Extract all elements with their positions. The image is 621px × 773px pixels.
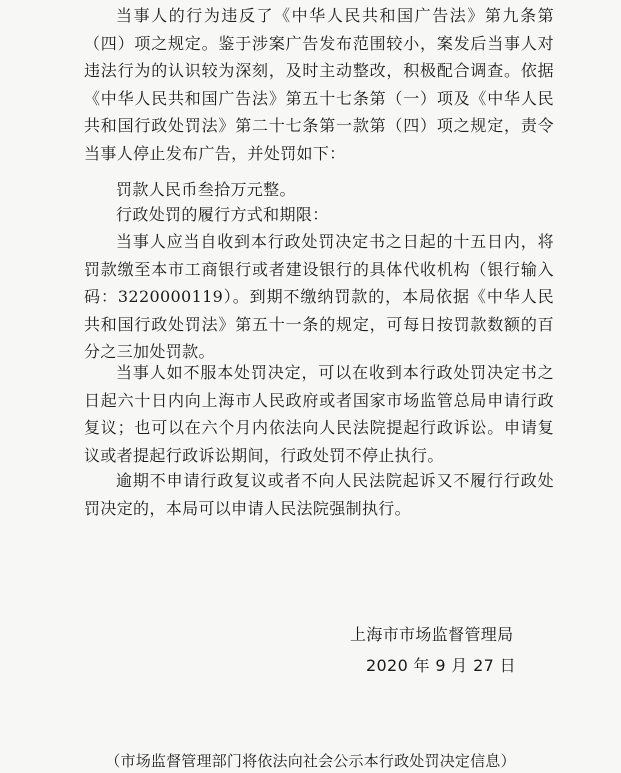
paragraph-penalty-amount: 罚款人民币叁拾万元整。	[116, 180, 296, 199]
paragraph-appeal-rights: 当事人如不服本处罚决定，可以在收到本行政处罚决定书之日起六十日内向上海市人民政府或者国家市场监管总局申请行政复议；也可以在六个月内依法向人民法院提起行政诉讼。申请复议或者提起行政诉讼期间，行政处罚不停止执行。	[84, 363, 554, 465]
paragraph-violation-basis: 当事人的行为违反了《中华人民共和国广告法》第九条第（四）项之规定。鉴于涉案广告发布范围较小，案发后当事人对违法行为的认识较为深刻，及时主动整改，积极配合调查。依据《中华人民共和国广告法》第五十七条第（一）项及《中华人民共和国行政处罚法》第二十七条第一款第（四）项之规定，责令当事人停止发布广告，并处罚如下：	[84, 6, 554, 163]
issue-date: 2020 年 9 月 27 日	[366, 656, 516, 675]
paragraph-payment-terms: 当事人应当自收到本行政处罚决定书之日起的十五日内，将罚款缴至本市工商银行或者建设银行的具体代收机构（银行输入码：3220000119）。到期不缴纳罚款的，本局依据《中华人民共和国行政处罚法》第五十一条的规定，可每日按罚款数额的百分之三加处罚款。	[84, 232, 554, 361]
paragraph-performance-method-heading: 行政处罚的履行方式和期限：	[116, 205, 329, 224]
footer-note: （市场监督管理部门将依法向社会公示本行政处罚决定信息）	[105, 752, 516, 770]
issuer-organization: 上海市市场监督管理局	[350, 625, 514, 644]
paragraph-enforcement: 逾期不申请行政复议或者不向人民法院起诉又不履行行政处罚决定的，本局可以申请人民法院强制执行。	[84, 471, 554, 518]
